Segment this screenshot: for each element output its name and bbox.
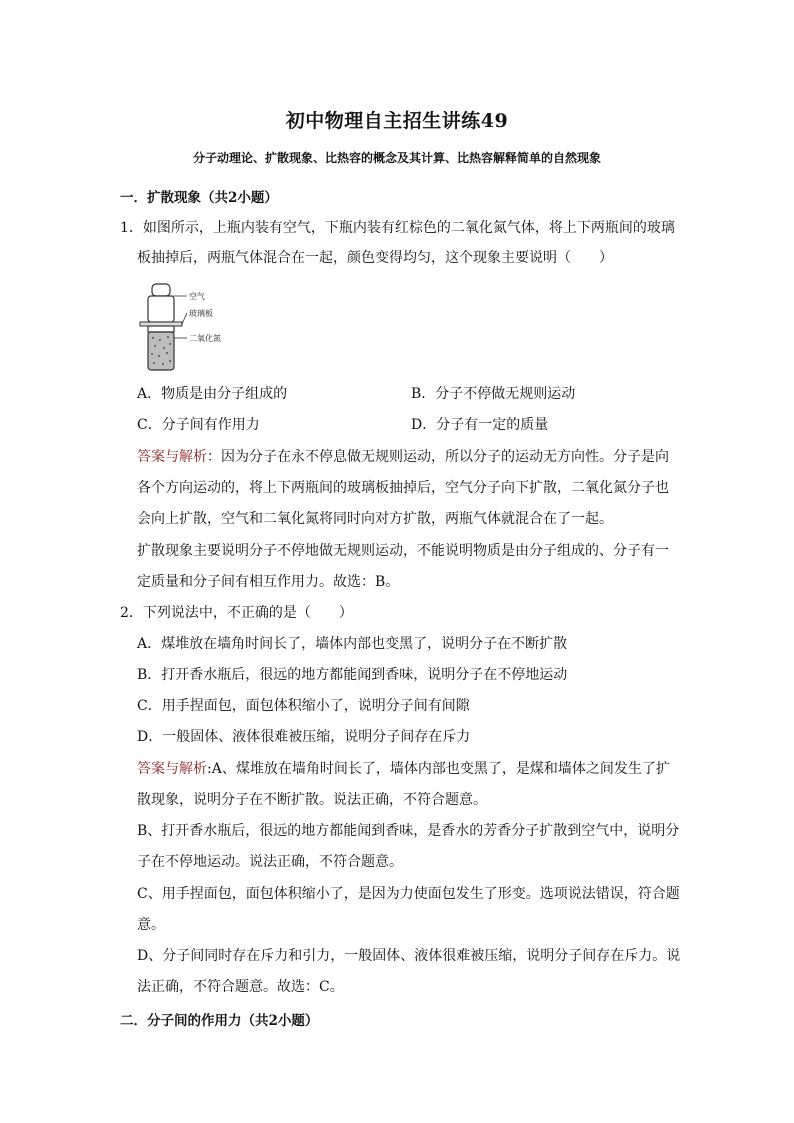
q1-stem-line1: 1．如图所示，上瓶内装有空气，下瓶内装有红棕色的二氧化氮气体，将上下两瓶间的玻璃 (120, 220, 675, 236)
q1-option-c: C．分子间有作用力 (137, 417, 260, 433)
q1-answer-text1: ：因为分子在永不停息做无规则运动，所以分子的运动无方向性。分子是向 (207, 449, 669, 465)
q1-stem-line2: 板抽掉后，两瓶气体混合在一起，颜色变得均匀，这个现象主要说明（ ） (137, 250, 613, 266)
q1-answer-line5: 定质量和分子间有相互作用力。故选：B。 (137, 574, 400, 590)
label-no2: 二氧化氮 (189, 334, 221, 343)
doc-subtitle: 分子动理论、扩散现象、比热容的概念及其计算、比热容解释简单的自然现象 (192, 151, 601, 165)
q2-stem: 2．下列说法中，不正确的是（ ） (120, 605, 353, 621)
section-heading-diffusion: 一．扩散现象（共2小题） (120, 190, 278, 206)
q1-answer-line4: 扩散现象主要说明分子不停地做无规则运动，不能说明物质是由分子组成的、分子有一 (137, 543, 669, 559)
q2-answer-line5: C、用手捏面包，面包体积缩小了，是因为力使面包发生了形变。选项说法错误，符合题 (137, 886, 680, 902)
q1-option-b: B．分子不停做无规则运动 (411, 386, 576, 402)
q2-option-d: D．一般固体、液体很难被压缩，说明分子间存在斥力 (137, 729, 471, 745)
q2-option-a: A．煤堆放在墙角时间长了，墙体内部也变黑了，说明分子在不断扩散 (137, 636, 568, 652)
q1-answer-line2: 各个方向运动的，将上下两瓶间的玻璃板抽掉后，空气分子向下扩散，二氧化氮分子也 (137, 480, 669, 496)
label-air: 空气 (189, 292, 205, 301)
q2-option-c: C．用手捏面包，面包体积缩小了，说明分子间有间隙 (137, 698, 470, 714)
q2-answer-line7: D、分子间同时存在斥力和引力，一般固体、液体很难被压缩，说明分子间存在斥力。说 (137, 948, 681, 964)
q2-answer-line4: 子在不停地运动。说法正确，不符合题意。 (137, 854, 403, 870)
q2-answer-line3: B、打开香水瓶后，很远的地方都能闻到香味，是香水的芳香分子扩散到空气中，说明分 (137, 823, 680, 839)
q1-option-a: A．物质是由分子组成的 (137, 386, 288, 402)
q2-answer-line1 (137, 758, 670, 778)
q2-answer-line8: 法正确，不符合题意。故选：C。 (137, 979, 344, 995)
q2-answer-line6: 意。 (137, 917, 165, 933)
doc-title: 初中物理自主招生讲练49 (285, 110, 509, 132)
q1-answer-label: 答案与解析 (137, 449, 207, 465)
section-heading-intermolecular-force: 二．分子间的作用力（共2小题） (120, 1013, 319, 1029)
q2-answer-line2: 散现象，说明分子在不断扩散。说法正确，不符合题意。 (137, 792, 487, 808)
label-glass-plate: 玻璃板 (189, 309, 213, 318)
q1-figure-diffusion-bottles (135, 282, 225, 374)
q2-answer-text1: :A、煤堆放在墙角时间长了，墙体内部也变黑了，是煤和墙体之间发生了扩 (207, 761, 670, 777)
q1-answer-line1 (137, 446, 669, 466)
q1-answer-line3: 会向上扩散，空气和二氧化氮将同时向对方扩散，两瓶气体就混合在了一起。 (137, 511, 613, 527)
q2-answer-label: 答案与解析 (137, 761, 207, 777)
q2-option-b: B．打开香水瓶后，很远的地方都能闻到香味，说明分子在不停地运动 (137, 667, 568, 683)
bottles-diagram (135, 282, 225, 374)
q1-option-d: D．分子有一定的质量 (411, 417, 549, 433)
